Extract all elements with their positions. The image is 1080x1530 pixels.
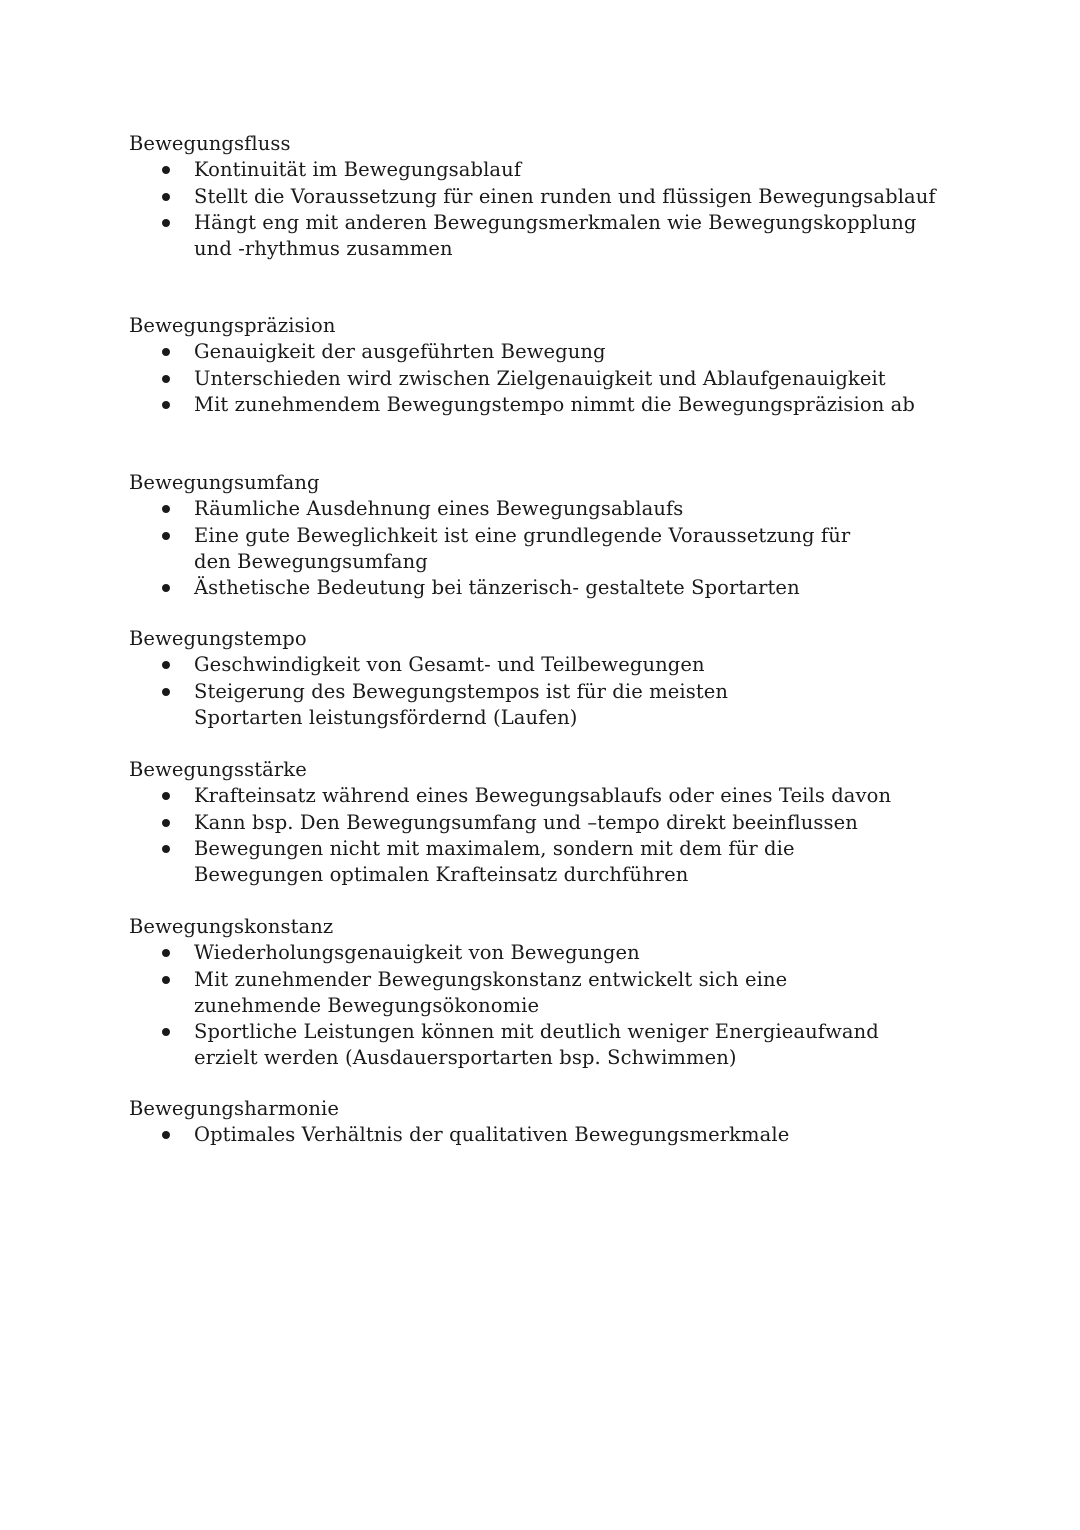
section-bewegungsfluss — [129, 131, 949, 263]
bullet-icon — [162, 845, 170, 853]
list-item: Eine gute Beweglichkeit ist eine grundlegende Voraussetzung für den Bewegungsumfang — [129, 523, 949, 575]
bullet-icon — [162, 792, 170, 800]
section-heading: Bewegungskonstanz — [129, 915, 334, 938]
section-heading: Bewegungsumfang — [129, 471, 320, 494]
list-item: Mit zunehmendem Bewegungstempo nimmt die Bewegungspräzision ab — [129, 392, 949, 418]
list-item: Ästhetische Bedeutung bei tänzerisch- gestaltete Sportarten — [129, 575, 949, 601]
bullet-icon — [162, 688, 170, 696]
list-item: Genauigkeit der ausgeführten Bewegung — [129, 339, 949, 365]
bullet-list — [129, 783, 949, 888]
list-item: Unterschieden wird zwischen Zielgenauigkeit und Ablaufgenauigkeit — [129, 366, 949, 392]
bullet-icon — [162, 584, 170, 592]
section-bewegungstempo — [129, 626, 949, 731]
bullet-list — [129, 652, 949, 731]
section-heading: Bewegungsharmonie — [129, 1097, 339, 1120]
bullet-icon — [162, 375, 170, 383]
list-item: Kann bsp. Den Bewegungsumfang und –tempo direkt beeinflussen — [129, 810, 949, 836]
bullet-icon — [162, 661, 170, 669]
list-item: Wiederholungsgenauigkeit von Bewegungen — [129, 940, 949, 966]
bullet-icon — [162, 976, 170, 984]
section-bewegungsumfang — [129, 470, 949, 602]
bullet-icon — [162, 166, 170, 174]
section-heading: Bewegungsstärke — [129, 758, 307, 781]
bullet-icon — [162, 819, 170, 827]
bullet-list — [129, 157, 949, 262]
bullet-icon — [162, 505, 170, 513]
list-item: Bewegungen nicht mit maximalem, sondern mit dem für die Bewegungen optimalen Krafteinsatz durchführen — [129, 836, 949, 888]
bullet-list — [129, 339, 949, 418]
list-item: Geschwindigkeit von Gesamt- und Teilbewegungen — [129, 652, 949, 678]
list-item: Steigerung des Bewegungstempos ist für die meisten Sportarten leistungsfördernd (Laufen) — [129, 679, 949, 731]
bullet-icon — [162, 1131, 170, 1139]
section-bewegungspraezision — [129, 313, 949, 419]
section-heading: Bewegungspräzision — [129, 314, 336, 337]
list-item: Mit zunehmender Bewegungskonstanz entwickelt sich eine zunehmende Bewegungsökonomie — [129, 967, 949, 1019]
bullet-list — [129, 940, 949, 1071]
section-bewegungsharmonie — [129, 1096, 949, 1149]
section-bewegungskonstanz — [129, 914, 949, 1072]
list-item: Räumliche Ausdehnung eines Bewegungsablaufs — [129, 496, 949, 522]
section-heading: Bewegungsfluss — [129, 132, 291, 155]
list-item: Stellt die Voraussetzung für einen runden und flüssigen Bewegungsablauf — [129, 184, 949, 210]
bullet-icon — [162, 1028, 170, 1036]
bullet-list — [129, 1122, 949, 1148]
section-heading: Bewegungstempo — [129, 627, 307, 650]
list-item: Krafteinsatz während eines Bewegungsablaufs oder eines Teils davon — [129, 783, 949, 809]
bullet-icon — [162, 348, 170, 356]
bullet-icon — [162, 219, 170, 227]
list-item: Sportliche Leistungen können mit deutlich weniger Energieaufwand erzielt werden (Ausdauersportarten bsp. Schwimmen) — [129, 1019, 949, 1071]
bullet-list — [129, 496, 949, 601]
section-bewegungsstaerke — [129, 757, 949, 889]
list-item: Kontinuität im Bewegungsablauf — [129, 157, 949, 183]
bullet-icon — [162, 401, 170, 409]
list-item: Optimales Verhältnis der qualitativen Bewegungsmerkmale — [129, 1122, 949, 1148]
bullet-icon — [162, 949, 170, 957]
bullet-icon — [162, 532, 170, 540]
bullet-icon — [162, 193, 170, 201]
list-item: Hängt eng mit anderen Bewegungsmerkmalen wie Bewegungskopplung und -rhythmus zusammen — [129, 210, 949, 262]
